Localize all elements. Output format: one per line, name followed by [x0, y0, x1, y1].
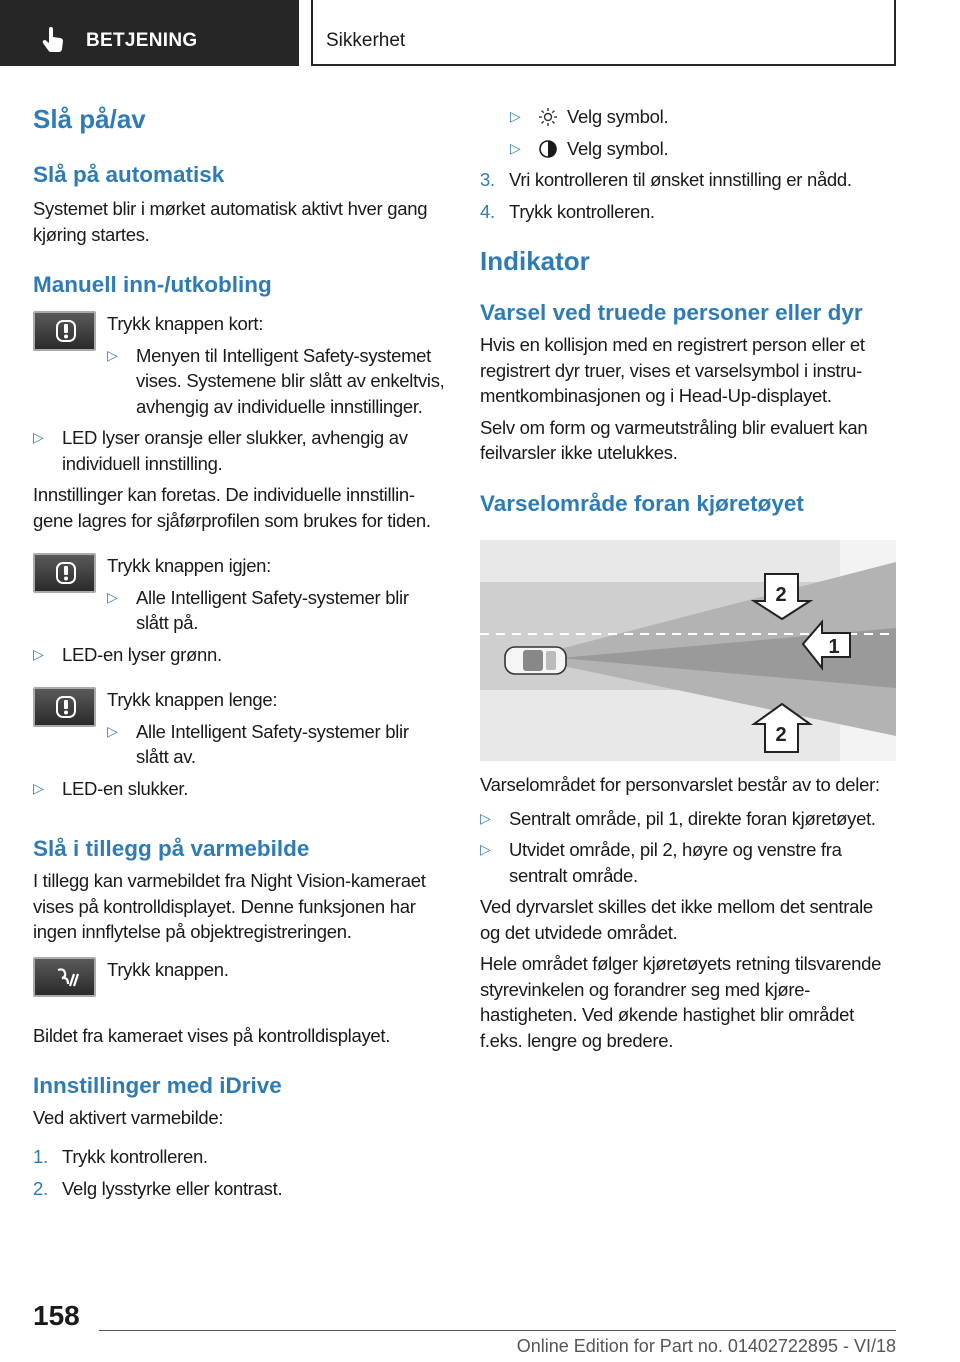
- right-column-lower: [480, 772, 896, 1053]
- animal-text: Ved dyrvarslet skilles det ikke mellom det sentrale og det utvidede området.: [480, 896, 873, 943]
- safety-button-icon: [33, 311, 96, 351]
- footer-divider: [99, 1330, 896, 1331]
- warn-heading: Varsel ved truede personer eller dyr: [480, 300, 863, 326]
- safety-button-icon: [33, 553, 96, 593]
- section-tab: [311, 0, 896, 66]
- figure-label: 2: [775, 584, 787, 606]
- night-vision-button-icon: [33, 957, 96, 997]
- whole-text: Hele området følger kjøretøyets retning tilsvarende styrevinkelen og forandrer seg med kjørehastigheten. Ved økende hastighet blir området f.eks. lengre og bredere.: [480, 953, 882, 1051]
- page-number: 158: [33, 1300, 80, 1331]
- settings-text: Innstillinger kan foretas. De individuelle innstillingene lagres for sjåførprofilen som brukes for tiden.: [33, 484, 431, 531]
- long-press-row: [33, 687, 445, 770]
- safety-button-icon: [33, 687, 96, 727]
- list-item: ▷ Velg symbol.: [510, 137, 669, 159]
- list-item: ▷ LED lyser oransje eller slukker, avhengig av individuell innstilling.: [33, 427, 408, 474]
- idrive-heading: Innstillinger med iDrive: [33, 1073, 282, 1099]
- press-button-text: Trykk knappen.: [107, 958, 229, 980]
- idrive-intro: Ved aktivert varmebilde:: [33, 1107, 224, 1129]
- list-item: ▷ Alle Intelligent Safety-systemer blir slått på.: [107, 586, 409, 634]
- indicator-heading: Indikator: [480, 246, 590, 276]
- list-item: 3. Vri kontrolleren til ønsket innstilling er nådd.: [480, 169, 852, 190]
- chapter-label: BETJENING: [86, 30, 198, 51]
- list-item: ▷ Utvidet område, pil 2, høyre og venstre fra sentralt område.: [480, 839, 842, 886]
- page-title: Slå på/av: [33, 104, 146, 134]
- thermal-text: I tillegg kan varmebildet fra Night Vision-kameraet vises på kontrolldisplayet. Denne funksjonen har ingen innflytelse på objektregistreringen.: [33, 870, 426, 943]
- edition-text: Online Edition for Part no. 01402722895 - VI/18: [516, 1336, 896, 1356]
- long-press-text: Trykk knappen lenge:: [107, 689, 278, 711]
- list-item: ▷ Alle Intelligent Safety-systemer blir slått av.: [107, 720, 409, 768]
- manual-heading: Manuell inn-/utkobling: [33, 272, 272, 298]
- list-item: 4. Trykk kontrolleren.: [480, 200, 655, 222]
- auto-text: Systemet blir i mørket automatisk aktivt hver gang kjøring startes.: [33, 198, 428, 245]
- short-press-row: [33, 311, 445, 419]
- list-item: ▷ Sentralt område, pil 1, direkte foran kjøretøyet.: [480, 807, 876, 829]
- hand-pointer-icon: [40, 27, 66, 53]
- list-item: ▷ LED-en lyser grønn.: [33, 643, 222, 665]
- camera-text: Bildet fra kameraet vises på kontrolldisplayet.: [33, 1024, 391, 1046]
- left-column: [33, 100, 445, 1202]
- list-item: ▷ Menyen til Intelligent Safety-systemet vises. Systemene blir slått av enkeltvis, avhengig av individuelle innstillinger.: [107, 344, 445, 417]
- short-press-text: Trykk knappen kort:: [107, 313, 264, 335]
- figure-label: 1: [828, 636, 840, 658]
- again-press-row: [33, 553, 445, 636]
- list-item: ▷ Velg symbol.: [510, 106, 669, 127]
- warn-text-2: Selv om form og varmeutstråling blir evaluert kan feilvarsler ikke utelukkes.: [480, 416, 868, 464]
- contrast-icon: [538, 139, 558, 159]
- figure-label: 2: [775, 724, 787, 746]
- list-item: 2. Velg lysstyrke eller kontrast.: [33, 1178, 283, 1200]
- area-text: Varselområdet for personvarslet består av to deler:: [480, 774, 880, 795]
- sun-icon: [538, 107, 558, 127]
- chapter-tab: [0, 0, 299, 66]
- car-icon: [505, 647, 566, 674]
- section-label: Sikkerhet: [326, 30, 406, 51]
- right-column: [480, 104, 896, 517]
- warning-area-diagram: [480, 540, 896, 761]
- thermal-press-row: [33, 957, 445, 1001]
- list-item: 1. Trykk kontrolleren.: [33, 1145, 208, 1167]
- list-item: ▷ LED-en slukker.: [33, 777, 189, 799]
- warn-text-1: Hvis en kollisjon med en registrert person eller et registrert dyr truer, vises et varselsymbol i instrumentkombinasjonen og i Head-Up-displayet.: [480, 334, 865, 407]
- area-heading: Varselområde foran kjøretøyet: [480, 490, 804, 516]
- again-press-text: Trykk knappen igjen:: [107, 555, 272, 577]
- thermal-heading: Slå i tillegg på varmebilde: [33, 836, 310, 862]
- auto-heading: Slå på automatisk: [33, 162, 225, 188]
